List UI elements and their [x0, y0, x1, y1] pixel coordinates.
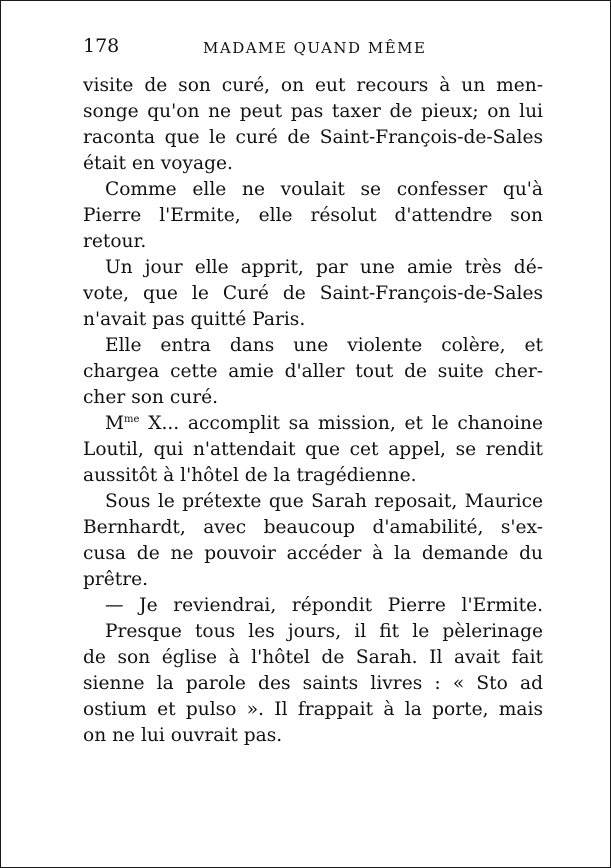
text-line: Comme elle ne voulait se confesser qu'à — [105, 179, 543, 200]
text-line: songe qu'on ne peut pas taxer de pieux; on lui — [83, 101, 543, 122]
body-text — [83, 73, 543, 749]
text-line: Un jour elle apprit, par une amie très dé- — [105, 257, 543, 278]
text-line: n'avait pas quitté Paris. — [83, 309, 306, 330]
paragraph-3 — [83, 255, 543, 333]
text-line: Sous le prétexte que Sarah reposait, Maurice — [105, 491, 543, 512]
paragraph-6 — [83, 489, 543, 593]
text-line: on ne lui ouvrait pas. — [83, 725, 283, 746]
text-line: Bernhardt, avec beaucoup d'amabilité, s'ex- — [83, 517, 543, 538]
text-line: Presque tous les jours, il fit le pèlerinage — [105, 621, 543, 642]
paragraph-8 — [83, 619, 543, 749]
text-line: était en voyage. — [83, 153, 233, 174]
text-line: de son église à l'hôtel de Sarah. Il avait fait — [83, 647, 543, 668]
text-line: vote, que le Curé de Saint-François-de-Sales — [83, 283, 543, 304]
text-line: Pierre l'Ermite, elle résolut d'attendre son — [83, 205, 543, 226]
text-line — [83, 411, 543, 437]
text-line: Loutil, qui n'attendait que cet appel, se rendit — [83, 439, 543, 460]
text-line: — Je reviendrai, répondit Pierre l'Ermite. — [105, 595, 543, 616]
text-line: sienne la parole des saints livres : « Sto ad — [83, 673, 543, 694]
text-line: retour. — [83, 231, 147, 252]
honorific-abbreviation: M — [105, 413, 125, 434]
text-line: Elle entra dans une violente colère, et — [105, 335, 543, 356]
text-line: prêtre. — [83, 569, 149, 590]
text-line: chargea cette amie d'aller tout de suite cher- — [83, 361, 543, 382]
text-line: raconta que le curé de Saint-François-de-Sales — [83, 127, 543, 148]
page-number: 178 — [83, 35, 120, 57]
honorific-superscript: me — [124, 414, 140, 425]
text-line: ostium et pulso ». Il frappait à la porte, mais — [83, 699, 543, 720]
paragraph-2 — [83, 177, 543, 255]
text-line: aussitôt à l'hôtel de la tragédienne. — [83, 465, 417, 486]
paragraph-5 — [83, 411, 543, 489]
text-line: cusa de ne pouvoir accéder à la demande du — [83, 543, 543, 564]
paragraph-7 — [83, 593, 543, 619]
paragraph-1 — [83, 73, 543, 177]
running-title: MADAME QUAND MÊME — [203, 39, 427, 57]
paragraph-4 — [83, 333, 543, 411]
page-header — [83, 35, 543, 61]
text-line: cher son curé. — [83, 387, 219, 408]
text-line: visite de son curé, on eut recours à un men- — [83, 75, 543, 96]
text-line-rest: X... accomplit sa mission, et le chanoine — [139, 413, 543, 434]
